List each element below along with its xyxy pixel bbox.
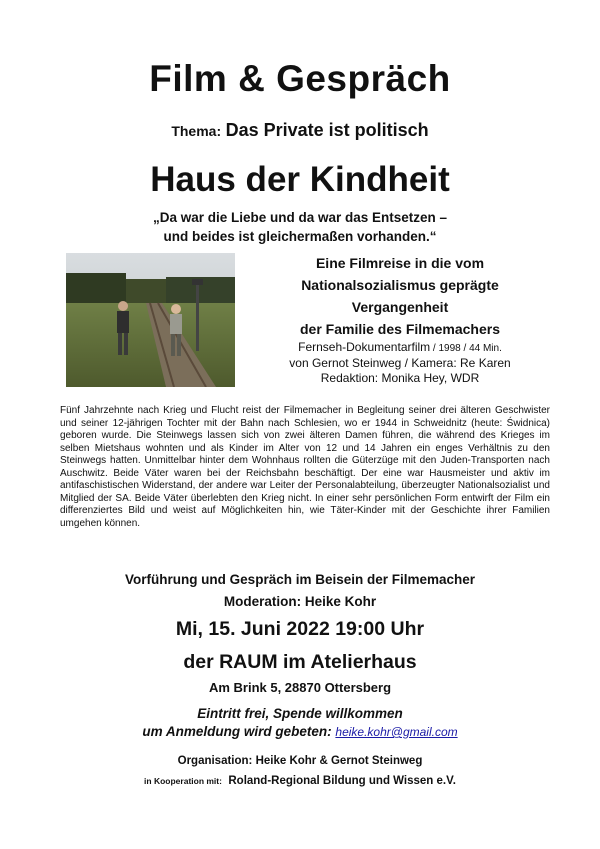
event-venue: der RAUM im Atelierhaus [183,651,417,673]
theme-label: Thema: [171,123,222,139]
moderation-line: Moderation: Heike Kohr [223,594,377,609]
film-description [255,252,545,340]
description-line: Eine Filmreise in die vom [315,255,485,271]
registration-line [0,723,600,741]
cooperation-value: Roland-Regional Bildung und Wissen e.V. [228,775,456,787]
quote-line: „Da war die Liebe und da war das Entsetzen – [152,210,448,225]
registration-text: um Anmeldung wird gebeten: [142,724,336,739]
format: Fernseh-Dokumentarfilm [298,340,431,354]
organisation-line: Organisation: Heike Kohr & Gernot Steinweg [177,755,423,767]
cooperation-line [0,771,600,791]
theme-line [0,120,600,141]
event-address: Am Brink 5, 28870 Ottersberg [208,680,392,695]
quote-line: und beides ist gleichermaßen vorhanden.“ [163,229,437,244]
theme-value: Das Private ist politisch [225,120,429,140]
editorial: Redaktion: Monika Hey, WDR [320,371,480,385]
screening-info [0,569,600,613]
quote [0,208,600,246]
format-line [250,340,550,356]
format-detail: / 1998 / 44 Min. [430,343,502,354]
description-line: Vergangenheit [351,299,449,315]
main-title: Film & Gespräch [149,58,451,99]
entry-info [0,705,600,741]
director-camera: von Gernot Steinweg / Kamera: Re Karen [289,356,511,370]
cooperation-label: in Kooperation mit: [144,776,222,786]
film-title: Haus der Kindheit [150,160,450,199]
entry-line: Eintritt frei, Spende willkommen [197,706,403,721]
description-line: Nationalsozialismus geprägte [301,277,499,293]
event-datetime: Mi, 15. Juni 2022 19:00 Uhr [175,618,425,640]
film-still-railway-photo [66,253,235,387]
email-link[interactable]: heike.kohr@gmail.com [335,725,458,739]
description-line: der Familie des Filmemachers [300,321,500,337]
screening-line: Vorführung und Gespräch im Beisein der Filmemacher [124,572,476,587]
film-still-photo [66,253,235,387]
synopsis-paragraph: Fünf Jahrzehnte nach Krieg und Flucht reist der Filmemacher in Begleitung seiner drei älteren Geschwister und seiner 12-jährigen Tochter mit der Bahn nach Schlesien, wo er 1944 in Schweidnitz (heute: Świdnica) geboren wurde. Die Steinwegs lassen sich von zwei älteren Damen führen, die während des Krieges im selben Mietshaus wohnten und als Kinder im Alter von 12 und 14 Jahren ein enges Verhältnis zu den Steinwegs hatten. Unmittelbar hinter dem Wohnhaus rollten die Güterzüge mit den Juden-Transporten nach Auschwitz. Beide Väter waren bei der Reichsbahn beschäftigt. Der eine war Hausmeister und aktiv im antifaschistischen Widerstand, der andere war Leiter der Personalabteilung, überzeugter Nationalsozialist und Mitglied der SA. Beide Väter überlebten den Krieg nicht. In einer sehr persönlichen Form entwirft der Film ein differenziertes Bild und weist auf Möglichkeiten hin, wie Täter-Kinder mit der Geschichte ihrer Familien umgehen können. [60,405,550,529]
organisation-info [0,751,600,791]
film-credits [250,340,550,386]
